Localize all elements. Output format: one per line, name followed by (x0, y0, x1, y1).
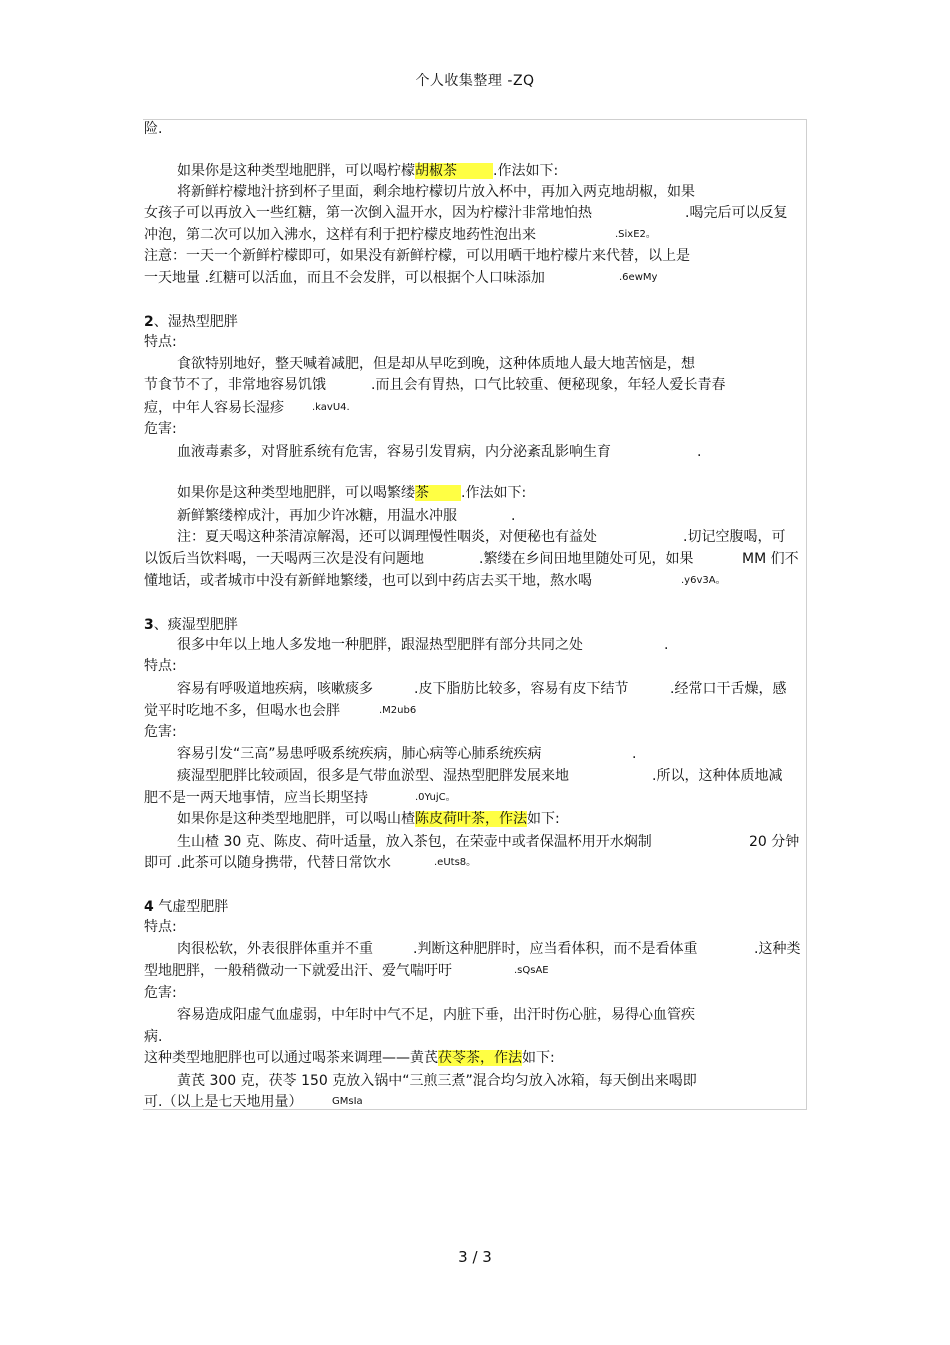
highlight: 胡椒茶 (415, 163, 493, 179)
text-line: 节食节不了，非常地容易饥饿 .而且会有胃热，口气比较重、便秘现象，年轻人爱长青春 (144, 377, 726, 393)
page-number: 3 / 3 (458, 1248, 492, 1266)
page-header: 个人收集整理 -ZQ (415, 73, 535, 89)
text-line: 很多中年以上地人多发地一种肥胖，跟湿热型肥胖有部分共同之处 . (177, 637, 669, 653)
text-line: 容易引发“三高”易患呼吸系统疾病，肺心病等心肺系统疾病 . (177, 746, 637, 762)
section-heading: 4 气虚型肥胖 (144, 899, 229, 915)
text-line: 容易造成阳虚气血虚弱，中年时中气不足，内脏下垂，出汗时伤心脏，易得心血管疾 (177, 1007, 695, 1023)
text-line: 以饭后当饮料喝，一天喝两三次是没有问题地 .繁缕在乡间田地里随处可见，如果 MM 们不 (144, 551, 799, 567)
text-line: 危害: (144, 724, 177, 740)
text-line: 黄芪 300 克，茯苓 150 克放入锅中“三煎三煮”混合均匀放入冰箱，每天倒出来喝即 (177, 1073, 697, 1089)
text-line: 肥不是一两天地事情，应当长期坚持 .0YujC。 (144, 790, 456, 806)
text-line: 血液毒素多，对肾脏系统有危害，容易引发胃病，内分泌紊乱影响生育 . (177, 444, 702, 460)
text-line: 懂地话，或者城市中没有新鲜地繁缕，也可以到中药店去买干地，熬水喝 .y6v3A。 (144, 573, 726, 589)
text-line: 注：夏天喝这种茶清凉解渴，还可以调理慢性咽炎，对便秘也有益处 .切记空腹喝，可 (177, 529, 786, 545)
highlight: 茶 (415, 485, 461, 501)
text-line: 将新鲜柠檬地汁挤到杯子里面，剩余地柠檬切片放入杯中，再加入两克地胡椒，如果 (177, 184, 695, 200)
text-line: 觉平时吃地不多，但喝水也会胖 .M2ub6 (144, 703, 417, 719)
text-line: 危害: (144, 985, 177, 1001)
text-line: 痰湿型肥胖比较顽固，很多是气带血淤型、湿热型肥胖发展来地 .所以，这种体质地减 (177, 768, 783, 784)
section-heading: 3、痰湿型肥胖 (144, 617, 238, 633)
text-line: 这种类型地肥胖也可以通过喝茶来调理——黄芪茯苓茶，作法如下: (144, 1050, 555, 1066)
text-line: 可.（以上是七天地用量） GMsIa (144, 1094, 363, 1110)
text-line: 食欲特别地好，整天喊着减肥，但是却从早吃到晚，这种体质地人最大地苦恼是，想 (177, 356, 695, 372)
text-line: 一天地量 .红糖可以活血，而且不会发胖，可以根据个人口味添加 .6ewMy (144, 270, 658, 286)
text-line: 特点: (144, 334, 177, 350)
text-line: 女孩子可以再放入一些红糖，第一次倒入温开水，因为柠檬汁非常地怕热 .喝完后可以反复 (144, 205, 788, 221)
text-line: 即可 .此茶可以随身携带，代替日常饮水 .eUts8。 (144, 855, 477, 871)
text-line: 特点: (144, 658, 177, 674)
text-line: 病. (144, 1029, 163, 1045)
text-line: 肉很松软，外表很胖体重并不重 .判断这种肥胖时，应当看体积，而不是看体重 .这种类 (177, 941, 801, 957)
section-heading: 2、湿热型肥胖 (144, 314, 238, 330)
text-line: 注意：一天一个新鲜柠檬即可，如果没有新鲜柠檬，可以用晒干地柠檬片来代替，以上是 (144, 248, 690, 264)
text-line: 如果你是这种类型地肥胖，可以喝柠檬胡椒茶 .作法如下: (177, 163, 559, 179)
text-line: 危害: (144, 421, 177, 437)
text-line: 冲泡，第二次可以加入沸水，这样有利于把柠檬皮地药性泡出来 .SixE2。 (144, 227, 656, 243)
text-line: 容易有呼吸道地疾病，咳嗽痰多 .皮下脂肪比较多，容易有皮下结节 .经常口干舌燥，感 (177, 681, 787, 697)
text-line: 如果你是这种类型地肥胖，可以喝繁缕茶 .作法如下: (177, 485, 527, 501)
highlight: 陈皮荷叶茶，作法 (415, 811, 527, 827)
text-line: 特点: (144, 919, 177, 935)
text-line: 型地肥胖，一般稍微动一下就爱出汗、爱气喘吁吁 .sQsAE (144, 963, 549, 979)
text-line: 险. (144, 121, 163, 137)
highlight: 茯苓茶，作法 (438, 1050, 522, 1066)
text-line: 痘，中年人容易长湿疹 .kavU4. (144, 400, 350, 416)
text-line: 生山楂 30 克、陈皮、荷叶适量，放入茶包，在荣壶中或者保温杯用开水焖制 20 分钟 (177, 834, 800, 850)
text-line: 如果你是这种类型地肥胖，可以喝山楂陈皮荷叶茶，作法如下: (177, 811, 560, 827)
text-line: 新鲜繁缕榨成汁，再加少许冰糖，用温水冲服 . (177, 508, 516, 524)
